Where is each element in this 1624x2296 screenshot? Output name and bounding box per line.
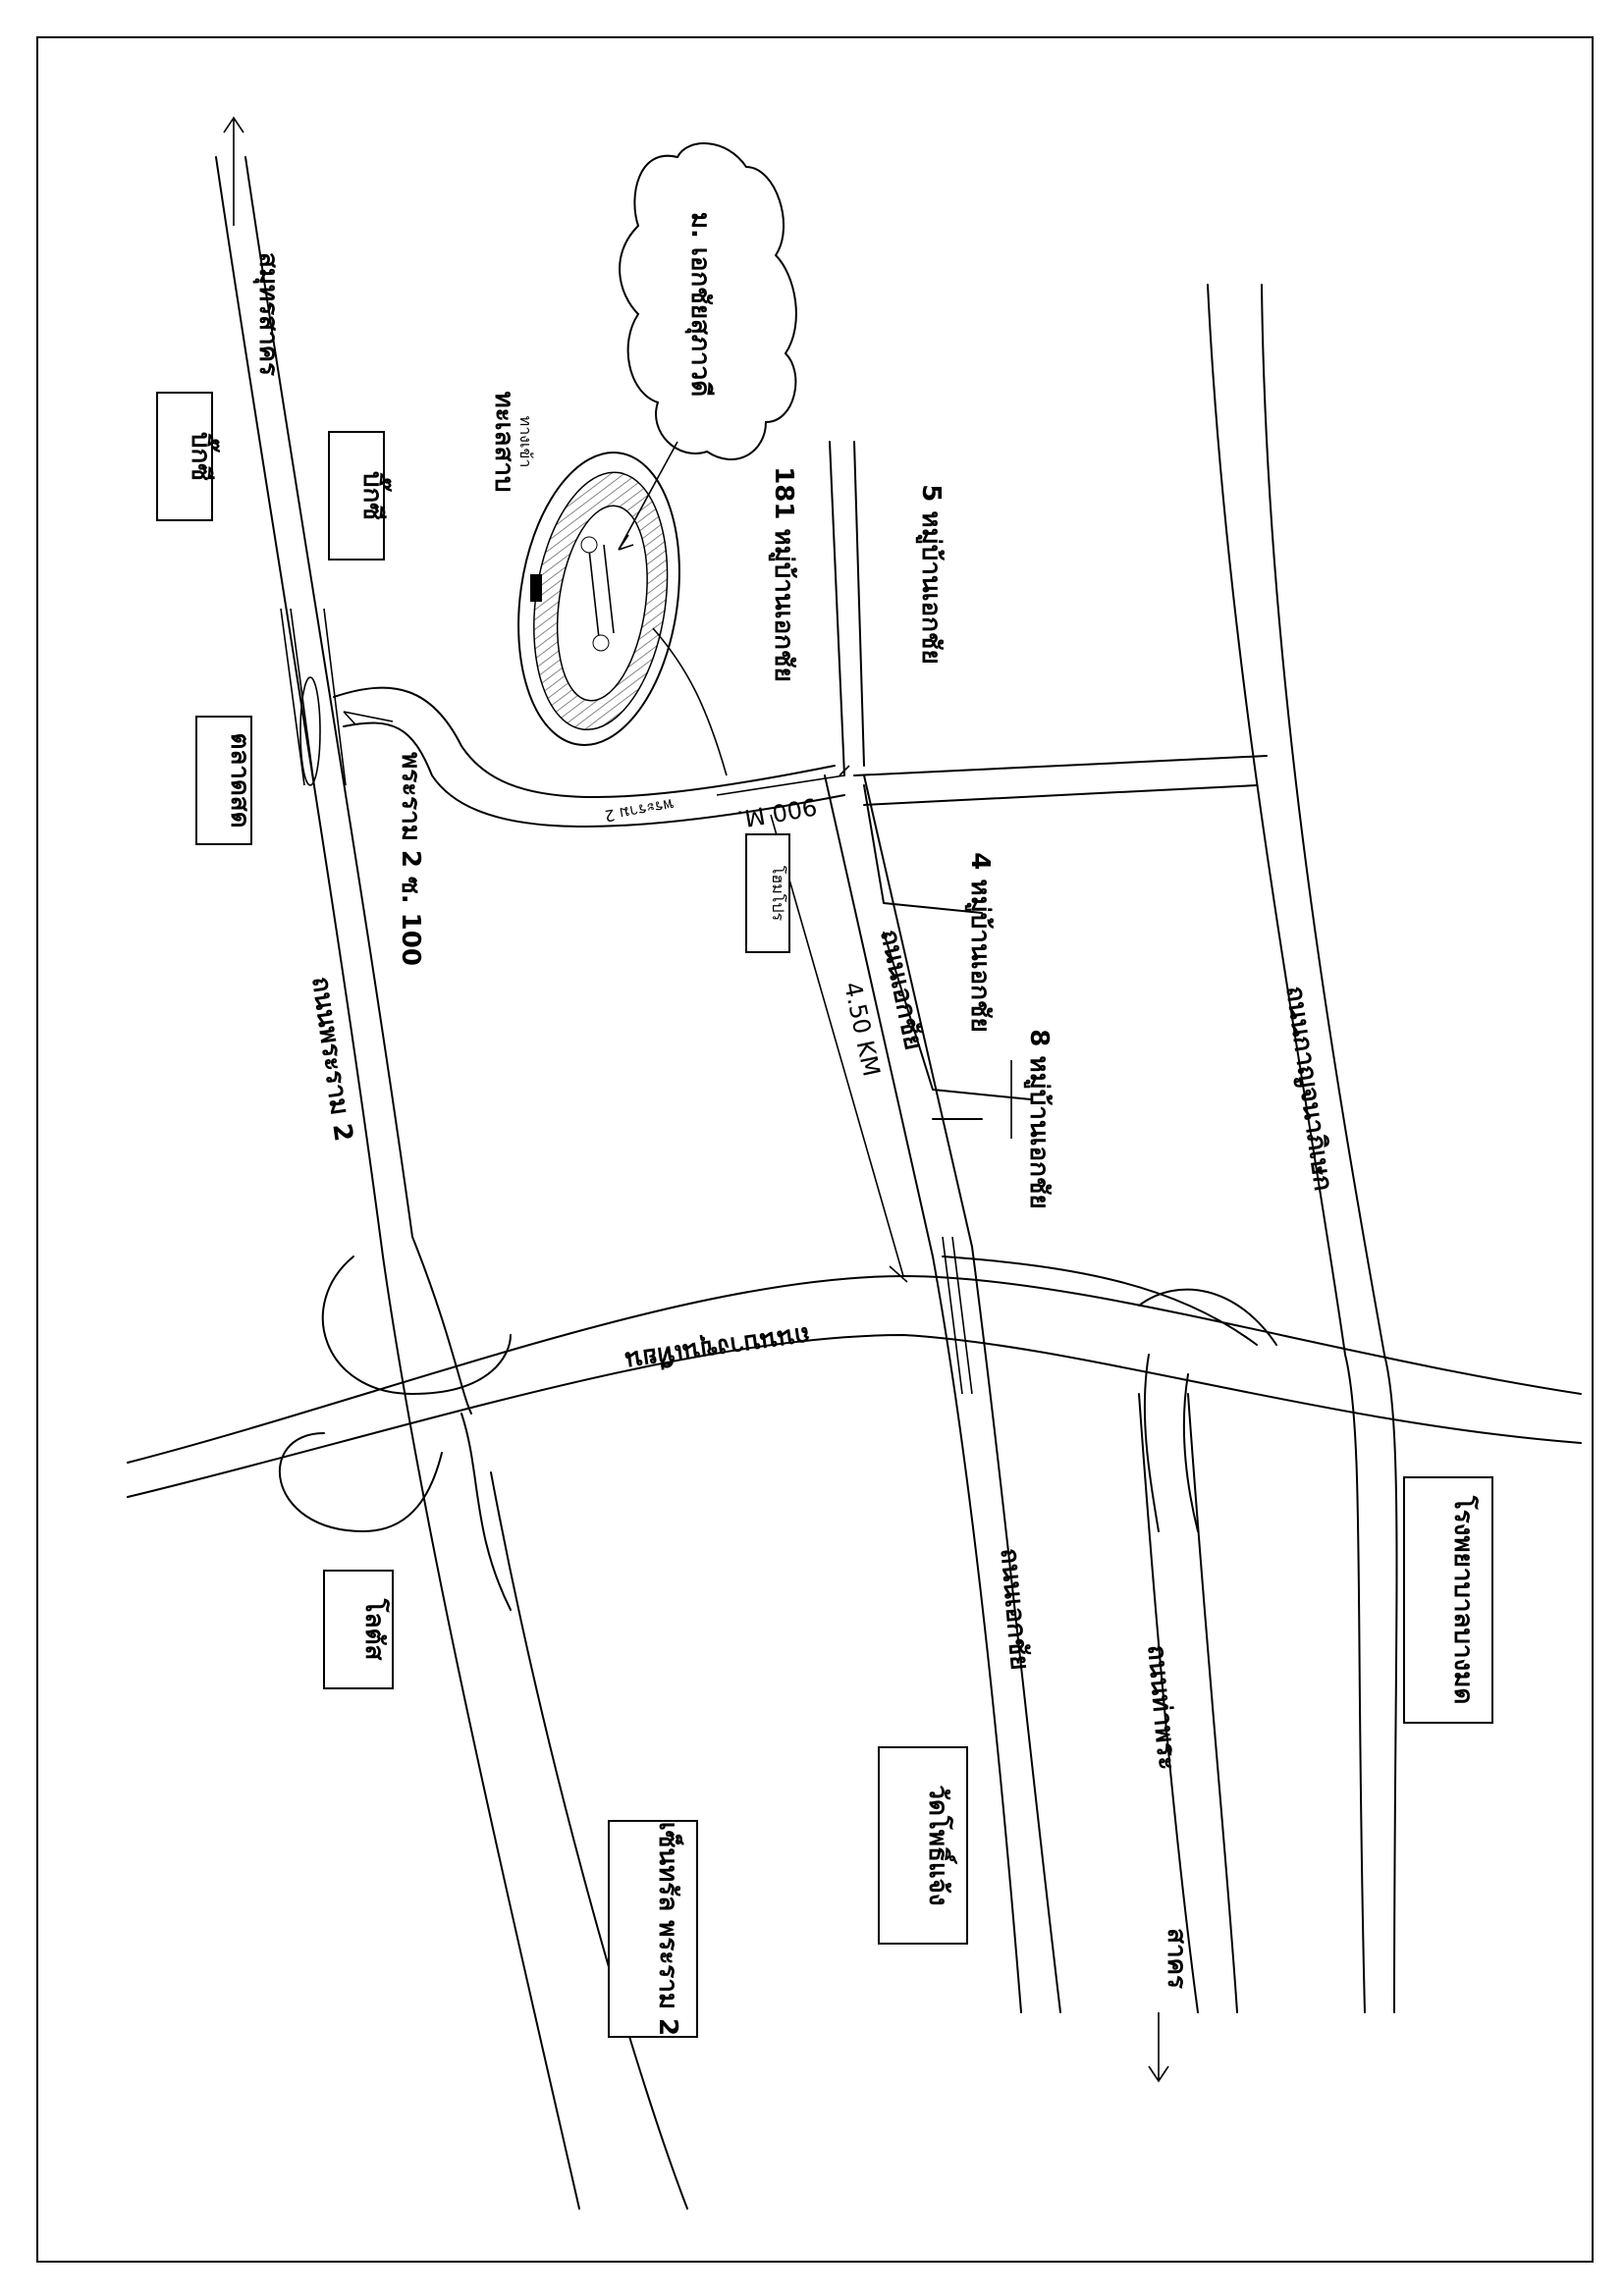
box-bigc-top: [157, 393, 220, 520]
label-kanchanaphisek: ถนนกาญจนาภิเษก: [1279, 984, 1338, 1194]
label-lake: ทะเลสาบ: [489, 391, 518, 493]
label-phraram2-road: ถนนพระราม 2: [305, 975, 358, 1144]
box-homepro: [746, 834, 789, 952]
label-lake-note: ทางเข้า: [516, 415, 535, 468]
box-market: [196, 717, 254, 844]
label-soi-4: 4 หมู่บ้านเอกชัย: [965, 852, 995, 1033]
place-hospital: โรงพยาบาลบางมด: [1448, 1495, 1478, 1705]
road-bangkhunthian: [128, 1276, 1581, 1497]
label-phraram2-100: พระราม 2 ซ. 100: [396, 752, 425, 966]
box-bigc-mid: [329, 432, 392, 560]
box-lotus: [324, 1571, 393, 1688]
label-phraram2-small: พระราม 2: [603, 794, 676, 826]
arrow-south-sakhon: [1149, 2012, 1168, 2081]
box-hospital: [1404, 1477, 1492, 1723]
label-village-name: ม. เอกชัยสุภาวดี: [685, 211, 715, 398]
place-market: ตลาดสด: [225, 732, 254, 828]
place-homepro: โฮมโปร: [769, 865, 787, 922]
village-lake: [501, 442, 727, 775]
label-soi-5: 5 หมู่บ้านเอกชัย: [916, 484, 946, 665]
place-wat: วัดโพธิ์แจ้ง: [923, 1785, 952, 1906]
side-sois: [830, 442, 1267, 1394]
label-thonburi-south: ถนนท่าพระ: [1141, 1643, 1182, 1772]
box-central: [609, 1821, 697, 2037]
interchange-east: [1139, 1290, 1276, 1531]
road-kanchanaphisek: [1208, 285, 1397, 2012]
box-wat: [879, 1747, 967, 1944]
place-central-rama2: เซ็นทรัล พระราม 2: [653, 1821, 682, 2037]
arrow-north-phraram2: [224, 118, 244, 226]
label-distance-450km: 4.50 KM: [838, 979, 886, 1079]
label-bangkhunthian: ถนนบางขุนเทียน: [623, 1319, 813, 1375]
label-samutsakhon: สมุทรสาคร: [253, 252, 283, 376]
place-lotus: โลตัส: [359, 1598, 389, 1661]
place-bigc-mid: บิ๊กซี: [357, 471, 387, 520]
label-arrow-sakhon: สาคร: [1162, 1928, 1191, 1989]
label-ekkachai-lower: ถนนเอกชัย: [994, 1547, 1035, 1672]
label-ekkachai-upper: ถนนเอกชัย: [874, 927, 929, 1053]
label-soi-8: 8 หมู่บ้านเอกชัย: [1024, 1029, 1054, 1209]
label-soi-181: 181 หมู่บ้านเอกชัย: [769, 466, 798, 682]
interchange-west: [280, 1256, 511, 1610]
label-distance-900m: 900 M.: [734, 791, 820, 833]
place-bigc-top: บิ๊กซี: [186, 432, 215, 481]
